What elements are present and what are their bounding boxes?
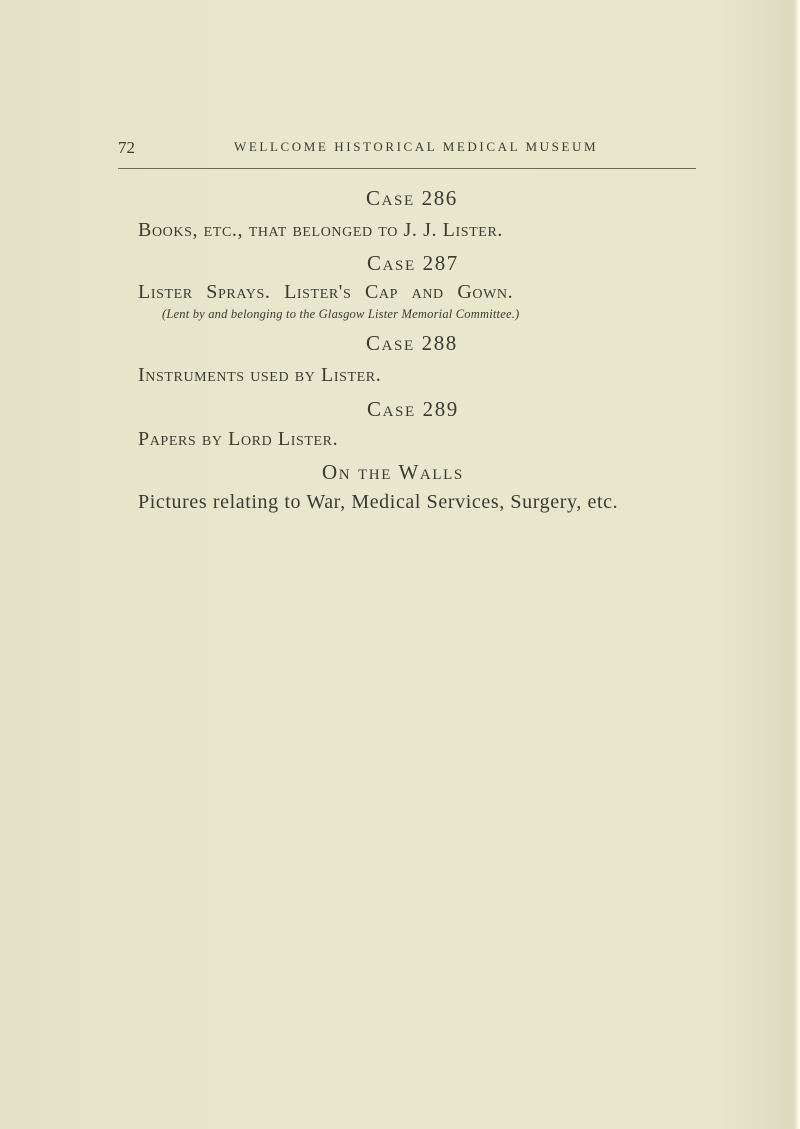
case-289-entry: Papers by Lord Lister.: [138, 428, 339, 450]
case-286-entry: Books, etc., that belonged to J. J. Lister.: [138, 219, 503, 241]
header-rule: [118, 168, 696, 169]
walls-entry: Pictures relating to War, Medical Services, Surgery, etc.: [138, 491, 619, 513]
walls-heading: On the Walls: [322, 460, 464, 484]
page-number: 72: [118, 138, 135, 157]
case-287-entry: Lister Sprays. Lister's Cap and Gown.: [138, 281, 514, 303]
page-edge: [794, 0, 800, 1129]
case-289-heading: Case 289: [367, 397, 459, 421]
running-head: WELLCOME HISTORICAL MEDICAL MUSEUM: [234, 139, 599, 154]
case-287-note: (Lent by and belonging to the Glasgow Lister Memorial Committee.): [162, 307, 520, 321]
case-287-heading: Case 287: [367, 251, 459, 275]
case-288-heading: Case 288: [366, 331, 458, 355]
case-286-heading: Case 286: [366, 186, 458, 210]
case-288-entry: Instruments used by Lister.: [138, 364, 382, 386]
